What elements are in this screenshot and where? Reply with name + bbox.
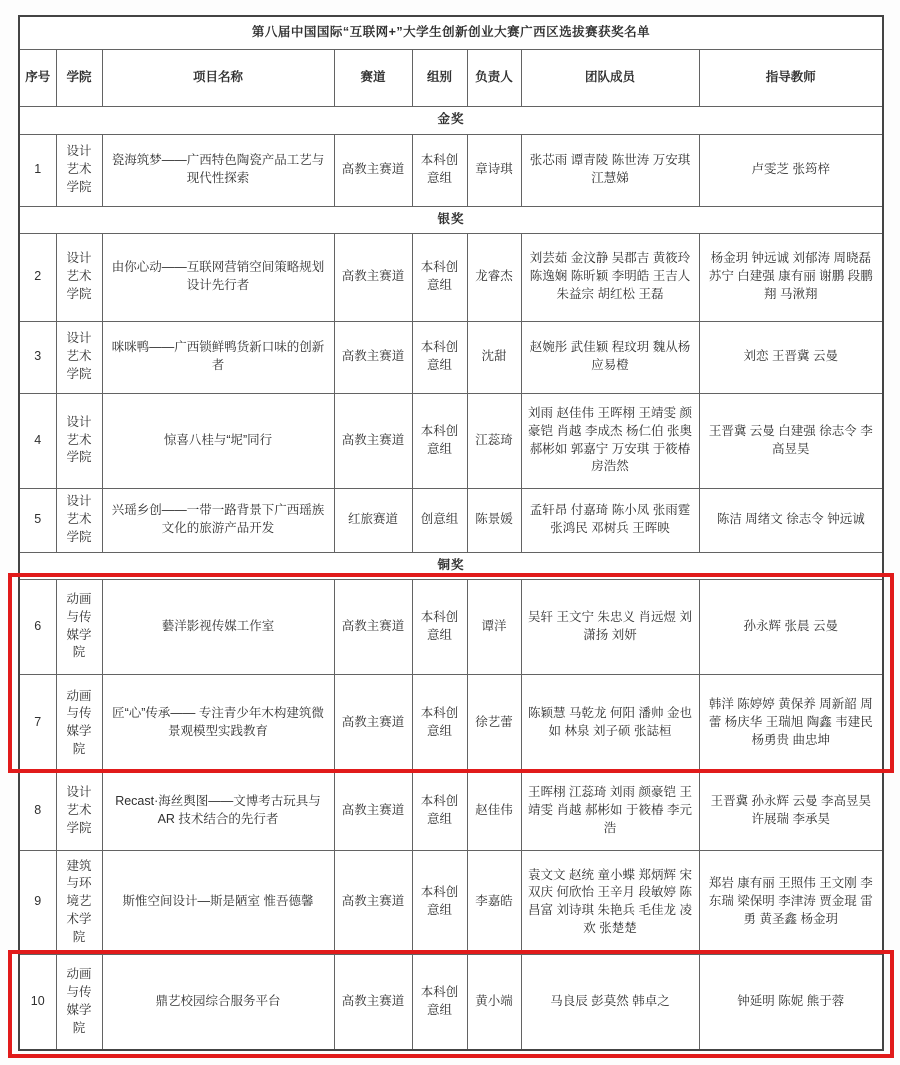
cell-college: 建筑与环境艺术学院 (56, 850, 102, 954)
section-row (19, 106, 883, 134)
cell-no: 5 (19, 488, 56, 552)
cell-project: 咪咪鸭——广西锁鲜鸭货新口味的创新者 (102, 321, 334, 393)
cell-members: 刘芸茹 金汶静 吴郡吉 黄筱玲 陈逸娴 陈昕颖 李明皓 王吉人 朱益宗 胡红松 王磊 (521, 233, 699, 321)
cell-teachers: 王晋冀 云曼 白建强 徐志令 李高昱昊 (699, 393, 883, 488)
cell-leader: 沈甜 (467, 321, 521, 393)
column-header-members: 团队成员 (521, 49, 699, 106)
table-row (19, 954, 883, 1050)
cell-no: 2 (19, 233, 56, 321)
cell-teachers: 杨金玥 钟远诚 刘郁涛 周晓磊 苏宁 白建强 康有丽 谢鹏 段鹏翔 马湫翔 (699, 233, 883, 321)
cell-track: 高教主赛道 (334, 134, 412, 206)
cell-teachers: 卢雯芝 张筠梓 (699, 134, 883, 206)
cell-group: 本科创意组 (412, 393, 467, 488)
cell-members: 陈颖慧 马乾龙 何阳 潘帅 金也如 林泉 刘子硕 张誌桓 (521, 674, 699, 772)
page-title: 第八届中国国际“互联网+”大学生创新创业大赛广西区选拔赛获奖名单 (19, 16, 883, 49)
awards-table (18, 15, 884, 1051)
cell-leader: 赵佳伟 (467, 772, 521, 850)
table-row (19, 850, 883, 954)
cell-group: 本科创意组 (412, 233, 467, 321)
cell-college: 设计艺术学院 (56, 772, 102, 850)
cell-leader: 龙睿杰 (467, 233, 521, 321)
section-row (19, 552, 883, 579)
section-row (19, 206, 883, 233)
cell-leader: 李嘉皓 (467, 850, 521, 954)
cell-group: 本科创意组 (412, 954, 467, 1050)
cell-project: 斯惟空间设计—斯是陋室 惟吾德馨 (102, 850, 334, 954)
cell-members: 张芯雨 谭青陵 陈世涛 万安琪 江慧娣 (521, 134, 699, 206)
header-row (19, 49, 883, 106)
cell-project: 藝洋影视传媒工作室 (102, 579, 334, 674)
cell-teachers: 钟延明 陈妮 熊于蓉 (699, 954, 883, 1050)
cell-members: 马良辰 彭莫然 韩卓之 (521, 954, 699, 1050)
cell-leader: 黄小端 (467, 954, 521, 1050)
cell-leader: 徐艺蕾 (467, 674, 521, 772)
cell-track: 高教主赛道 (334, 321, 412, 393)
table-row (19, 233, 883, 321)
cell-leader: 章诗琪 (467, 134, 521, 206)
cell-group: 本科创意组 (412, 321, 467, 393)
cell-group: 本科创意组 (412, 134, 467, 206)
cell-track: 高教主赛道 (334, 850, 412, 954)
cell-teachers: 王晋冀 孙永辉 云曼 李高昱昊 许展瑞 李承昊 (699, 772, 883, 850)
column-header-project: 项目名称 (102, 49, 334, 106)
cell-no: 10 (19, 954, 56, 1050)
cell-teachers: 孙永辉 张晨 云曼 (699, 579, 883, 674)
section-label: 银奖 (19, 206, 883, 233)
cell-college: 设计艺术学院 (56, 134, 102, 206)
cell-teachers: 陈洁 周绪文 徐志令 钟远诚 (699, 488, 883, 552)
cell-college: 动画与传媒学院 (56, 954, 102, 1050)
cell-group: 创意组 (412, 488, 467, 552)
section-label: 铜奖 (19, 552, 883, 579)
cell-college: 设计艺术学院 (56, 393, 102, 488)
table-row (19, 393, 883, 488)
cell-members: 赵婉彤 武佳颖 程玟玥 魏从杨 应易橙 (521, 321, 699, 393)
cell-members: 孟轩昂 付嘉琦 陈小凤 张雨霆 张鸿民 邓树兵 王晖映 (521, 488, 699, 552)
cell-members: 刘雨 赵佳伟 王晖栩 王靖雯 颜豪铠 肖越 李成杰 杨仁伯 张奥 郝彬如 郭嘉宁 万安琪 于筱椿 房浩然 (521, 393, 699, 488)
cell-group: 本科创意组 (412, 850, 467, 954)
column-header-leader: 负责人 (467, 49, 521, 106)
cell-college: 动画与传媒学院 (56, 674, 102, 772)
table-row (19, 772, 883, 850)
cell-project: Recast·海丝舆图——文博考古玩具与 AR 技术结合的先行者 (102, 772, 334, 850)
cell-college: 动画与传媒学院 (56, 579, 102, 674)
cell-no: 1 (19, 134, 56, 206)
cell-leader: 江蕊琦 (467, 393, 521, 488)
cell-track: 高教主赛道 (334, 233, 412, 321)
cell-track: 高教主赛道 (334, 393, 412, 488)
cell-project: 由你心动——互联网营销空间策略规划设计先行者 (102, 233, 334, 321)
cell-leader: 谭洋 (467, 579, 521, 674)
cell-project: 鼎艺校园综合服务平台 (102, 954, 334, 1050)
column-header-no: 序号 (19, 49, 56, 106)
cell-teachers: 郑岩 康有丽 王照伟 王文刚 李东瑞 梁保明 李津涛 贾金琨 雷勇 黄圣鑫 杨金玥 (699, 850, 883, 954)
cell-members: 王晖栩 江蕊琦 刘雨 颜豪铠 王靖雯 肖越 郝彬如 于筱椿 李元浩 (521, 772, 699, 850)
cell-college: 设计艺术学院 (56, 488, 102, 552)
column-header-group: 组别 (412, 49, 467, 106)
column-header-college: 学院 (56, 49, 102, 106)
cell-teachers: 韩洋 陈婷婷 黄保养 周新韶 周蕾 杨庆华 王瑞旭 陶鑫 韦建民 杨勇贵 曲忠坤 (699, 674, 883, 772)
cell-no: 6 (19, 579, 56, 674)
cell-project: 兴瑶乡创——一带一路背景下广西瑶族文化的旅游产品开发 (102, 488, 334, 552)
cell-no: 3 (19, 321, 56, 393)
cell-group: 本科创意组 (412, 579, 467, 674)
table-row (19, 321, 883, 393)
cell-track: 红旅赛道 (334, 488, 412, 552)
section-label: 金奖 (19, 106, 883, 134)
table-row (19, 488, 883, 552)
cell-teachers: 刘恋 王晋冀 云曼 (699, 321, 883, 393)
cell-no: 7 (19, 674, 56, 772)
cell-project: 惊喜八桂与“坭”同行 (102, 393, 334, 488)
table-row (19, 134, 883, 206)
column-header-teachers: 指导教师 (699, 49, 883, 106)
cell-members: 袁文文 赵统 童小蝶 郑炳辉 宋双庆 何欣怡 王辛月 段敏婷 陈昌富 刘诗琪 朱艳兵 毛佳龙 凌欢 张楚楚 (521, 850, 699, 954)
title-row (19, 16, 883, 49)
cell-members: 吴轩 王文宁 朱忠义 肖远煜 刘潇扬 刘妍 (521, 579, 699, 674)
cell-no: 9 (19, 850, 56, 954)
cell-project: 匠“心”传承—— 专注青少年木构建筑微景观模型实践教育 (102, 674, 334, 772)
cell-no: 8 (19, 772, 56, 850)
cell-track: 高教主赛道 (334, 579, 412, 674)
table-row (19, 579, 883, 674)
cell-group: 本科创意组 (412, 674, 467, 772)
cell-group: 本科创意组 (412, 772, 467, 850)
cell-track: 高教主赛道 (334, 674, 412, 772)
cell-college: 设计艺术学院 (56, 321, 102, 393)
cell-track: 高教主赛道 (334, 772, 412, 850)
table-row (19, 674, 883, 772)
cell-project: 瓷海筑梦——广西特色陶瓷产品工艺与现代性探索 (102, 134, 334, 206)
cell-leader: 陈景媛 (467, 488, 521, 552)
column-header-track: 赛道 (334, 49, 412, 106)
cell-no: 4 (19, 393, 56, 488)
cell-college: 设计艺术学院 (56, 233, 102, 321)
cell-track: 高教主赛道 (334, 954, 412, 1050)
